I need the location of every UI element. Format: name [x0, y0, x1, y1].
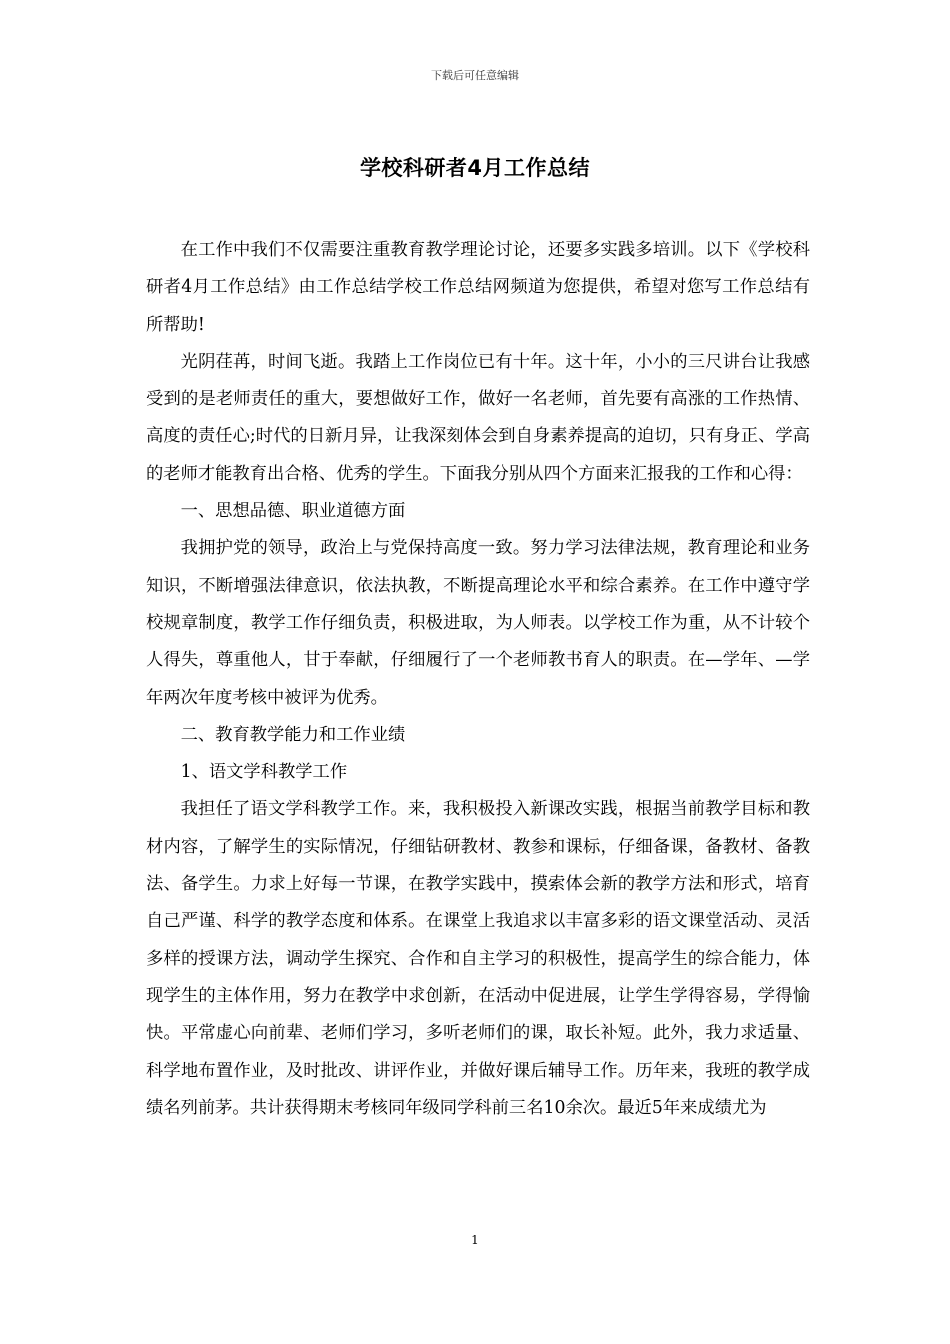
subsection-heading-chinese: 1、语文学科教学工作 [180, 762, 348, 783]
section-heading-teaching: 二、教育教学能力和工作业绩 [180, 724, 406, 745]
document-body [146, 232, 810, 1127]
page-header-note: 下载后可任意编辑 [431, 69, 519, 82]
document-title: 学校科研者4月工作总结 [359, 156, 591, 180]
paragraph-chinese-teaching: 我担任了语文学科教学工作。来，我积极投入新课改实践，根据当前教学目标和教材内容，了解学生的实际情况，仔细钻研教材、教参和课标，仔细备课，备教材、备教法、备学生。力求上好每一节课，在教学实践中，摸索体会新的教学方法和形式，培育自己严谨、科学的教学态度和体系。在课堂上我追求以丰富多彩的语文课堂活动、灵活多样的授课方法，调动学生探究、合作和自主学习的积极性，提高学生的综合能力，体现学生的主体作用，努力在教学中求创新，在活动中促进展，让学生学得容易，学得愉快。平常虚心向前辈、老师们学习，多听老师们的课，取长补短。此外，我力求适量、科学地布置作业，及时批改、讲评作业，并做好课后辅导工作。历年来，我班的教学成绩名列前茅。共计获得期末考核同年级同学科前三名10余次。最近5年来成绩尤为 [146, 799, 810, 1118]
section-heading-ethics: 一、思想品德、职业道德方面 [180, 501, 406, 522]
paragraph-intro: 在工作中我们不仅需要注重教育教学理论讨论，还要多实践多培训。以下《学校科研者4月工作总结》由工作总结学校工作总结网频道为您提供，希望对您写工作总结有所帮助! [146, 240, 810, 335]
paragraph-ethics: 我拥护党的领导，政治上与党保持高度一致。努力学习法律法规，教育理论和业务知识，不断增强法律意识，依法执教，不断提高理论水平和综合素养。在工作中遵守学校规章制度，教学工作仔细负责，积极进取，为人师表。以学校工作为重，从不计较个人得失，尊重他人，甘于奉献，仔细履行了一个老师教书育人的职责。在—学年、—学年两次年度考核中被评为优秀。 [146, 538, 810, 708]
paragraph-overview: 光阴荏苒，时间飞逝。我踏上工作岗位已有十年。这十年，小小的三尺讲台让我感受到的是老师责任的重大，要想做好工作，做好一名老师，首先要有高涨的工作热情、高度的责任心;时代的日新月异，让我深刻体会到自身素养提高的迫切，只有身正、学高的老师才能教育出合格、优秀的学生。下面我分别从四个方面来汇报我的工作和心得： [146, 351, 810, 484]
page-number: 1 [471, 1233, 479, 1247]
